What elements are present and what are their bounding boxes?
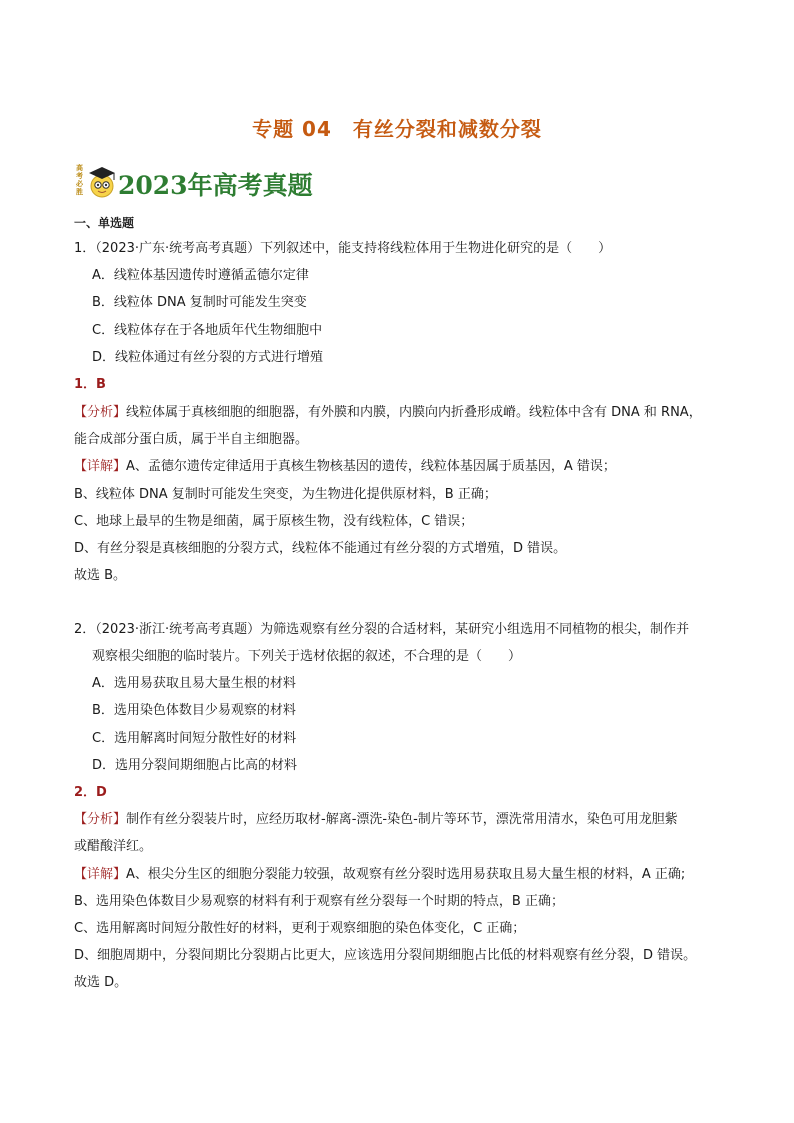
banner-heading: 2023年高考真题 [118, 171, 313, 200]
q2-option-a: A．选用易获取且易大量生根的材料 [92, 676, 296, 691]
section-label: 一、单选题 [74, 216, 135, 230]
q2-detail-b: B、选用染色体数目少易观察的材料有利于观察有丝分裂每一个时期的特点，B 正确； [74, 894, 564, 909]
analysis-tag: 【分析】 [74, 405, 127, 420]
q1-stem: 1．（2023·广东·统考高考真题）下列叙述中，能支持将线粒体用于生物进化研究的是（ ） [74, 241, 612, 256]
q2-detail-c: C、选用解离时间短分散性好的材料，更利于观察细胞的染色体变化，C 正确； [74, 921, 526, 936]
q1-option-a: A．线粒体基因遗传时遵循孟德尔定律 [92, 268, 309, 283]
q2-answer: 2．D [74, 785, 107, 800]
q1-detail-d: D、有丝分裂是真核细胞的分裂方式，线粒体不能通过有丝分裂的方式增殖，D 错误。 [74, 541, 567, 556]
page-title: 专题 04 有丝分裂和减数分裂 [252, 117, 542, 141]
q2-option-d: D．选用分裂间期细胞占比高的材料 [92, 758, 298, 773]
q2-analysis [74, 811, 678, 829]
analysis-text: 制作有丝分裂装片时，应经历取材-解离-漂洗-染色-制片等环节，漂洗常用清水，染色可用龙胆紫 [126, 812, 678, 827]
detail-text: A、根尖分生区的细胞分裂能力较强，故观察有丝分裂时选用易获取且易大量生根的材料，A 正确; [126, 867, 686, 882]
q1-detail [74, 458, 616, 476]
detail-tag: 【详解】 [74, 459, 127, 474]
q2-option-b: B．选用染色体数目少易观察的材料 [92, 703, 296, 718]
analysis-text: 线粒体属于真核细胞的细胞器，有外膜和内膜，内膜向内折叠形成嵴。线粒体中含有 DNA 和 RNA， [126, 405, 702, 420]
q2-stem-cont: 观察根尖细胞的临时装片。下列关于选材依据的叙述，不合理的是（ ） [92, 649, 522, 664]
q2-stem: 2．（2023·浙江·统考高考真题）为筛选观察有丝分裂的合适材料，某研究小组选用不同植物的根尖，制作并 [74, 622, 690, 637]
q1-option-d: D．线粒体通过有丝分裂的方式进行增殖 [92, 350, 324, 365]
q1-conclusion: 故选 B。 [74, 568, 127, 583]
q1-detail-b: B、线粒体 DNA 复制时可能发生突变，为生物进化提供原材料，B 正确； [74, 487, 497, 502]
q2-analysis-cont: 或醋酸洋红。 [74, 839, 153, 854]
q1-analysis [74, 404, 702, 422]
q1-analysis-cont: 能合成部分蛋白质，属于半自主细胞器。 [74, 432, 309, 447]
q1-option-c: C．线粒体存在于各地质年代生物细胞中 [92, 323, 323, 338]
q2-option-c: C．选用解离时间短分散性好的材料 [92, 731, 297, 746]
detail-text: A、孟德尔遗传定律适用于真核生物核基因的遗传，线粒体基因属于质基因，A 错误； [126, 459, 616, 474]
detail-tag: 【详解】 [74, 867, 127, 882]
q1-option-b: B．线粒体 DNA 复制时可能发生突变 [92, 295, 307, 310]
q1-detail-c: C、地球上最早的生物是细菌，属于原核生物，没有线粒体，C 错误； [74, 514, 474, 529]
analysis-tag: 【分析】 [74, 812, 127, 827]
q2-conclusion: 故选 D。 [74, 975, 128, 990]
banner-side-text: 高考必胜 [76, 164, 83, 196]
q2-detail [74, 866, 685, 884]
q1-answer: 1．B [74, 377, 106, 392]
q2-detail-d: D、细胞周期中，分裂间期比分裂期占比更大，应该选用分裂间期细胞占比低的材料观察有丝分裂，D 错误。 [74, 948, 697, 963]
